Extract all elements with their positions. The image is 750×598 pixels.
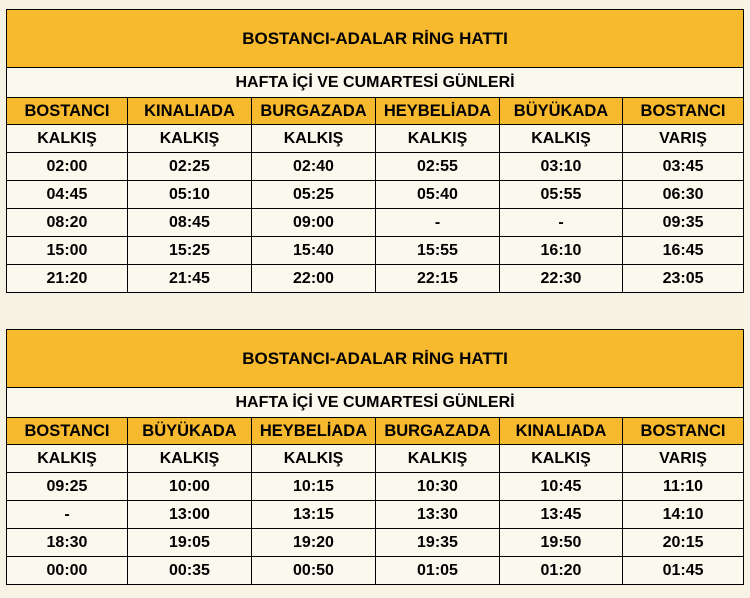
time-cell: 14:10: [623, 501, 744, 529]
time-cell: 13:45: [500, 501, 623, 529]
time-cell: 19:05: [128, 529, 252, 557]
time-cell: -: [376, 209, 500, 237]
table-row: [7, 557, 744, 585]
time-cell: 20:15: [623, 529, 744, 557]
stop-header-cell: HEYBELİADA: [376, 98, 500, 125]
time-cell: 11:10: [623, 473, 744, 501]
direction-header-cell: KALKIŞ: [376, 125, 500, 153]
time-cell: 02:00: [7, 153, 128, 181]
table-row: [7, 473, 744, 501]
schedule-subtitle: HAFTA İÇİ VE CUMARTESİ GÜNLERİ: [7, 388, 744, 418]
stop-header-cell: BOSTANCI: [7, 418, 128, 445]
time-cell: 15:55: [376, 237, 500, 265]
stop-header-cell: BOSTANCI: [623, 98, 744, 125]
time-cell: 22:00: [252, 265, 376, 293]
time-cell: 01:05: [376, 557, 500, 585]
direction-header-row: [7, 125, 744, 153]
stop-header-cell: KINALIADA: [128, 98, 252, 125]
time-cell: 03:45: [623, 153, 744, 181]
time-cell: 21:20: [7, 265, 128, 293]
direction-header-cell: KALKIŞ: [128, 445, 252, 473]
time-cell: 10:00: [128, 473, 252, 501]
time-cell: 22:15: [376, 265, 500, 293]
time-cell: 13:00: [128, 501, 252, 529]
time-cell: 00:35: [128, 557, 252, 585]
time-cell: 09:25: [7, 473, 128, 501]
stop-header-cell: KINALIADA: [500, 418, 623, 445]
direction-header-cell: VARIŞ: [623, 445, 744, 473]
direction-header-cell: KALKIŞ: [7, 445, 128, 473]
time-cell: 05:55: [500, 181, 623, 209]
time-cell: 05:10: [128, 181, 252, 209]
time-cell: 10:45: [500, 473, 623, 501]
time-cell: 22:30: [500, 265, 623, 293]
time-cell: 10:30: [376, 473, 500, 501]
stop-header-cell: BOSTANCI: [7, 98, 128, 125]
table-row: [7, 529, 744, 557]
stop-header-row: [7, 418, 744, 445]
table-row: [7, 153, 744, 181]
time-cell: 05:25: [252, 181, 376, 209]
time-cell: 13:15: [252, 501, 376, 529]
table-row: [7, 265, 744, 293]
direction-header-cell: VARIŞ: [623, 125, 744, 153]
direction-header-cell: KALKIŞ: [128, 125, 252, 153]
time-cell: 16:10: [500, 237, 623, 265]
schedule-table-2: [6, 329, 744, 585]
time-cell: 05:40: [376, 181, 500, 209]
time-cell: 13:30: [376, 501, 500, 529]
time-cell: 19:50: [500, 529, 623, 557]
stop-header-cell: BURGAZADA: [252, 98, 376, 125]
time-cell: 01:20: [500, 557, 623, 585]
time-cell: 19:20: [252, 529, 376, 557]
time-cell: 15:25: [128, 237, 252, 265]
direction-header-row: [7, 445, 744, 473]
direction-header-cell: KALKIŞ: [500, 125, 623, 153]
time-cell: -: [500, 209, 623, 237]
time-cell: 03:10: [500, 153, 623, 181]
time-cell: 23:05: [623, 265, 744, 293]
time-cell: 06:30: [623, 181, 744, 209]
time-cell: 00:50: [252, 557, 376, 585]
schedule-subtitle: HAFTA İÇİ VE CUMARTESİ GÜNLERİ: [7, 68, 744, 98]
time-cell: 01:45: [623, 557, 744, 585]
time-cell: 21:45: [128, 265, 252, 293]
time-cell: 09:00: [252, 209, 376, 237]
direction-header-cell: KALKIŞ: [7, 125, 128, 153]
time-cell: 00:00: [7, 557, 128, 585]
direction-header-cell: KALKIŞ: [252, 445, 376, 473]
direction-header-cell: KALKIŞ: [376, 445, 500, 473]
stop-header-cell: HEYBELİADA: [252, 418, 376, 445]
time-cell: 10:15: [252, 473, 376, 501]
time-cell: 02:40: [252, 153, 376, 181]
time-cell: 04:45: [7, 181, 128, 209]
time-cell: 02:55: [376, 153, 500, 181]
stop-header-cell: BURGAZADA: [376, 418, 500, 445]
time-cell: 08:45: [128, 209, 252, 237]
direction-header-cell: KALKIŞ: [500, 445, 623, 473]
time-cell: 15:40: [252, 237, 376, 265]
time-cell: 02:25: [128, 153, 252, 181]
time-cell: -: [7, 501, 128, 529]
time-cell: 15:00: [7, 237, 128, 265]
table-row: [7, 181, 744, 209]
table-row: [7, 501, 744, 529]
table-row: [7, 237, 744, 265]
schedule-title: BOSTANCI-ADALAR RİNG HATTI: [7, 10, 744, 68]
stop-header-cell: BÜYÜKADA: [500, 98, 623, 125]
stop-header-row: [7, 98, 744, 125]
table-row: [7, 209, 744, 237]
schedule-title: BOSTANCI-ADALAR RİNG HATTI: [7, 330, 744, 388]
time-cell: 09:35: [623, 209, 744, 237]
time-cell: 19:35: [376, 529, 500, 557]
schedule-table-1: [6, 9, 744, 293]
time-cell: 18:30: [7, 529, 128, 557]
direction-header-cell: KALKIŞ: [252, 125, 376, 153]
time-cell: 16:45: [623, 237, 744, 265]
time-cell: 08:20: [7, 209, 128, 237]
stop-header-cell: BÜYÜKADA: [128, 418, 252, 445]
stop-header-cell: BOSTANCI: [623, 418, 744, 445]
